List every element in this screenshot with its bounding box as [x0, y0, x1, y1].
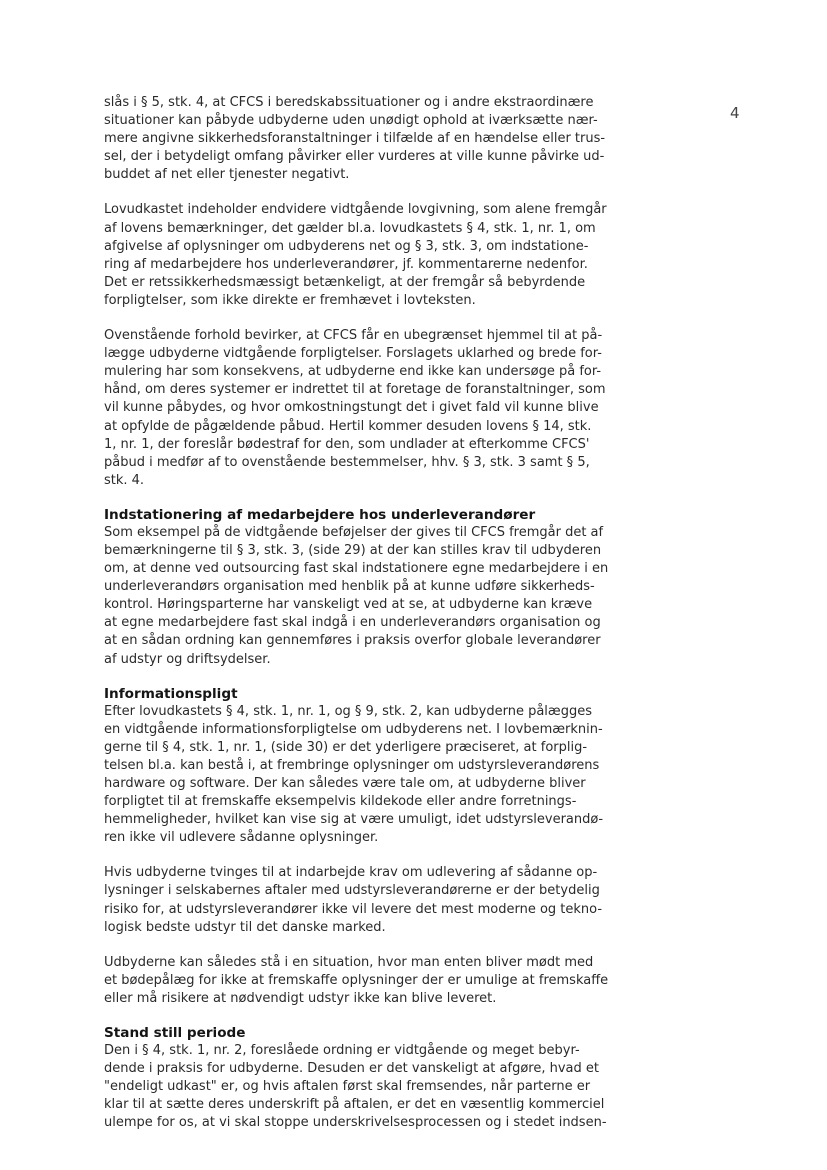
paragraph-supplier-risk: Hvis udbyderne tvinges til at indarbejde krav om udlevering af sådanne op- lysninger i selskabernes aftaler med udstyrsleverandørerne er der betydelig risiko for, at udstyrsleverandører ikke vil levere det mest moderne og tekno- logisk bedste udstyr til det danske marked.: [104, 865, 603, 935]
paragraph-fine-risk: Udbyderne kan således stå i en situation, hvor man enten bliver mødt med et bødepålæg for ikke at fremskaffe oplysninger der er umulige at fremskaffe eller må risikere at nødvendigt udstyr ikke kan blive leveret.: [104, 954, 609, 1006]
paragraph-bill-remarks: Lovudkastet indeholder endvidere vidtgående lovgivning, som alene fremgår af lovens bemærkninger, det gælder bl.a. lovudkastets § 4, stk. 1, nr. 1, om afgivelse af oplysninger om udbyderens net og § 3, stk. 3, om indstatione- ring af medarbejdere hos underleverandører, jf. kommentarerne nedenfor. Det er retssikkerhedsmæssigt betænkeligt, at der fremgår så bebyrdende forpligtelser, som ikke direkte er fremhævet i lovteksten.: [104, 202, 607, 308]
paragraph-unlimited-authority: Ovenstående forhold bevirker, at CFCS får en ubegrænset hjemmel til at på- lægge udbyderne vidtgående forpligtelser. Forslagets uklarhed og brede for- mulering har som konsekvens, at udbyderne end ikke kan undersøge på for- hånd, om deres systemer er indrettet til at foretage de foranstaltninger, som vil kunne påbydes, og hvor omkostningstungt det i givet fald vil kunne blive at opfylde de pågældende påbud. Hertil kommer desuden lovens § 14, stk. 1, nr. 1, der foreslår bødestraf for den, som undlader at efterkomme CFCS' påbud i medfør af to ovenstående bestemmelser, hhv. § 3, stk. 3 samt § 5, stk. 4.: [104, 328, 606, 488]
heading-information-duty: Informationspligt: [104, 685, 238, 702]
document-body: [104, 94, 660, 1150]
heading-stand-still: Stand still periode: [104, 1025, 246, 1042]
heading-staff-placement: Indstationering af medarbejdere hos underleverandører: [104, 506, 536, 523]
paragraph-stand-still: Den i § 4, stk. 1, nr. 2, foreslåede ordning er vidtgående og meget bebyr- dende i praksis for udbyderne. Desuden er det vanskeligt at afgøre, hvad et "endeligt udkast" er, og hvis aftalen først skal fremsendes, når parterne er klar til at sætte deres underskrift på aftalen, er det en væsentlig kommerciel ulempe for os, at vi skal stoppe underskrivelsesprocessen og i stedet indsen-: [104, 1043, 607, 1131]
paragraph-staff-placement: Som eksempel på de vidtgående beføjelser der gives til CFCS fremgår det af bemærkningerne til § 3, stk. 3, (side 29) at der kan stilles krav til udbyderen om, at denne ved outsourcing fast skal indstationere egne medarbejdere i en underleverandørs organisation med henblik på at kunne udføre sikkerheds- kontrol. Høringsparterne har vanskeligt ved at se, at udbyderne kan kræve at egne medarbejdere fast skal indgå i en underleverandørs organisation og at en sådan ordning kan gennemføres i praksis overfor globale leverandører af udstyr og driftsydelser.: [104, 524, 609, 667]
paragraph-cfcs-emergency: slås i § 5, stk. 4, at CFCS i beredskabssituationer og i andre ekstraordinære situationer kan påbyde udbyderne uden unødigt ophold at iværksætte nær- mere angivne sikkerhedsforanstaltninger i tilfælde af en hændelse eller trus- sel, der i betydeligt omfang påvirker eller vurderes at ville kunne påvirke ud- buddet af net eller tjenester negativt.: [104, 95, 606, 183]
paragraph-information-duty: Efter lovudkastets § 4, stk. 1, nr. 1, og § 9, stk. 2, kan udbyderne pålægges en vidtgående informationsforpligtelse om udbyderens net. I lovbemærknin- gerne til § 4, stk. 1, nr. 1, (side 30) er det yderligere præciseret, at forplig- telsen bl.a. kan bestå i, at frembringe oplysninger om udstyrsleverandørens hardware og software. Der kan således være tale om, at udbyderne bliver forpligtet til at fremskaffe eksempelvis kildekode eller andre forretnings- hemmeligheder, hvilket kan vise sig at være umuligt, idet udstyrsleverandø- ren ikke vil udlevere sådanne oplysninger.: [104, 703, 604, 846]
page-number: 4: [730, 104, 740, 122]
